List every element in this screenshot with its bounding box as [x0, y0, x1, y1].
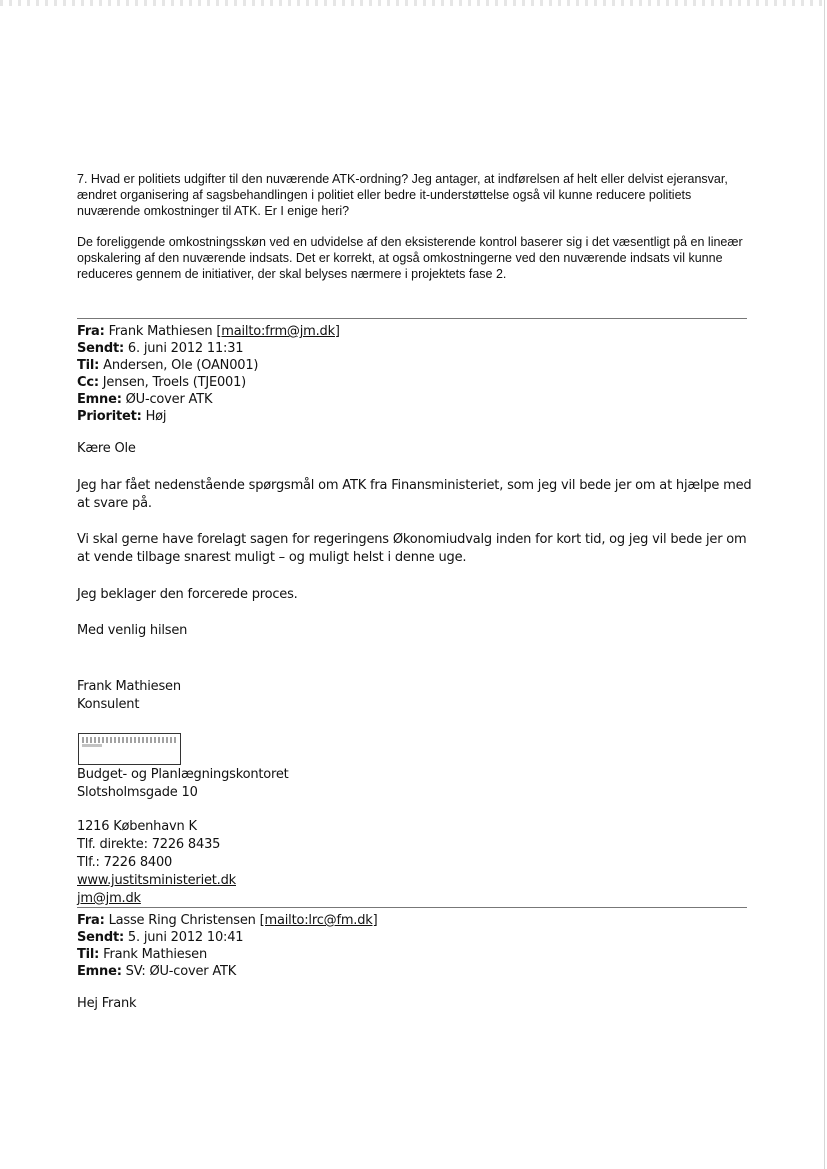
email2-subject: SV: ØU-cover ATK [125, 964, 237, 979]
email2-subject-label: Emne: [77, 964, 122, 979]
email1-sent: 6. juni 2012 11:31 [127, 341, 244, 356]
email1-priority-row [77, 408, 757, 425]
office-email-link[interactable]: jm@jm.dk [77, 891, 141, 906]
scan-artifact-right [824, 0, 825, 1169]
signature-name: Frank Mathiesen [77, 679, 181, 694]
email2-from-label: Fra: [77, 913, 105, 928]
email1-body3: Jeg beklager den forcerede proces. [77, 587, 298, 602]
email1-body1: Jeg har fået nedenstående spørgsmål om ATK fra Finansministeriet, som jeg vil bede jer om at hjælpe med at svare på. [77, 478, 752, 511]
scan-artifact-top [0, 0, 827, 6]
email1-signature [77, 678, 757, 714]
email2-sent: 5. juni 2012 10:41 [127, 930, 244, 945]
email1-from-link[interactable]: [mailto:frm@jm.dk] [216, 324, 340, 339]
email1-from-row [77, 323, 757, 340]
signature-title: Konsulent [77, 697, 140, 712]
email1-subject: ØU-cover ATK [125, 392, 213, 407]
office-city: 1216 København K [77, 819, 197, 834]
office-phone-direct: Tlf. direkte: 7226 8435 [77, 837, 221, 852]
header-separator-2 [77, 907, 747, 908]
office-address [77, 766, 757, 802]
email1-subject-label: Emne: [77, 392, 122, 407]
email1-closing: Med venlig hilsen [77, 623, 188, 638]
email1-priority-label: Prioritet: [77, 409, 142, 424]
office-street: Slotsholmsgade 10 [77, 785, 198, 800]
email2-to: Frank Mathiesen [103, 947, 208, 962]
email1-cc-row [77, 374, 757, 391]
email2-to-row [77, 946, 757, 963]
office-contact [77, 818, 757, 908]
email1-sent-label: Sendt: [77, 341, 124, 356]
office-name: Budget- og Planlægningskontoret [77, 767, 289, 782]
email1-sent-row [77, 340, 757, 357]
answer-text: De foreliggende omkostningsskøn ved en udvidelse af den eksisterende kontrol baserer sig i det væsentligt på en lineær opskalering af den nuværende indsats. Det er korrekt, at også omkostningerne ved den nuværende indsats vil kunne reduceres gennem de initiativer, der skal belyses nærmere i projektets fase 2. [77, 235, 743, 281]
office-website-link[interactable]: www.justitsministeriet.dk [77, 873, 236, 888]
email1-to: Andersen, Ole (OAN001) [103, 358, 259, 373]
header-separator [77, 318, 747, 319]
email1-priority: Høj [145, 409, 167, 424]
email2-sent-label: Sendt: [77, 930, 124, 945]
email1-from: Frank Mathiesen [108, 324, 213, 339]
email1-subject-row [77, 391, 757, 408]
email2-sent-row [77, 929, 757, 946]
email2-greeting: Hej Frank [77, 996, 137, 1011]
office-phone: Tlf.: 7226 8400 [77, 855, 173, 870]
email1-greeting: Kære Ole [77, 441, 136, 456]
email1-to-row [77, 357, 757, 374]
email2-from-link[interactable]: [mailto:lrc@fm.dk] [259, 913, 378, 928]
logo-image [78, 733, 181, 765]
email2-from: Lasse Ring Christensen [108, 913, 256, 928]
question-text: 7. Hvad er politiets udgifter til den nuværende ATK-ordning? Jeg antager, at indførelsen af helt eller delvist ejeransvar, ændret organisering af sagsbehandlingen i politiet eller bedre it-understøttelse også vil kunne reducere politiets nuværende omkostninger til ATK. Er I enige heri? [77, 172, 728, 218]
email2-from-row [77, 912, 757, 929]
email1-body2: Vi skal gerne have forelagt sagen for regeringens Økonomiudvalg inden for kort tid, og jeg vil bede jer om at vende tilbage snarest muligt – og muligt helst i denne uge. [77, 532, 747, 565]
email2-header [77, 912, 757, 980]
email2-to-label: Til: [77, 947, 100, 962]
email1-cc-label: Cc: [77, 375, 99, 390]
email1-to-label: Til: [77, 358, 100, 373]
email1-cc: Jensen, Troels (TJE001) [102, 375, 247, 390]
email2-subject-row [77, 963, 757, 980]
email1-header [77, 323, 757, 425]
email1-from-label: Fra: [77, 324, 105, 339]
